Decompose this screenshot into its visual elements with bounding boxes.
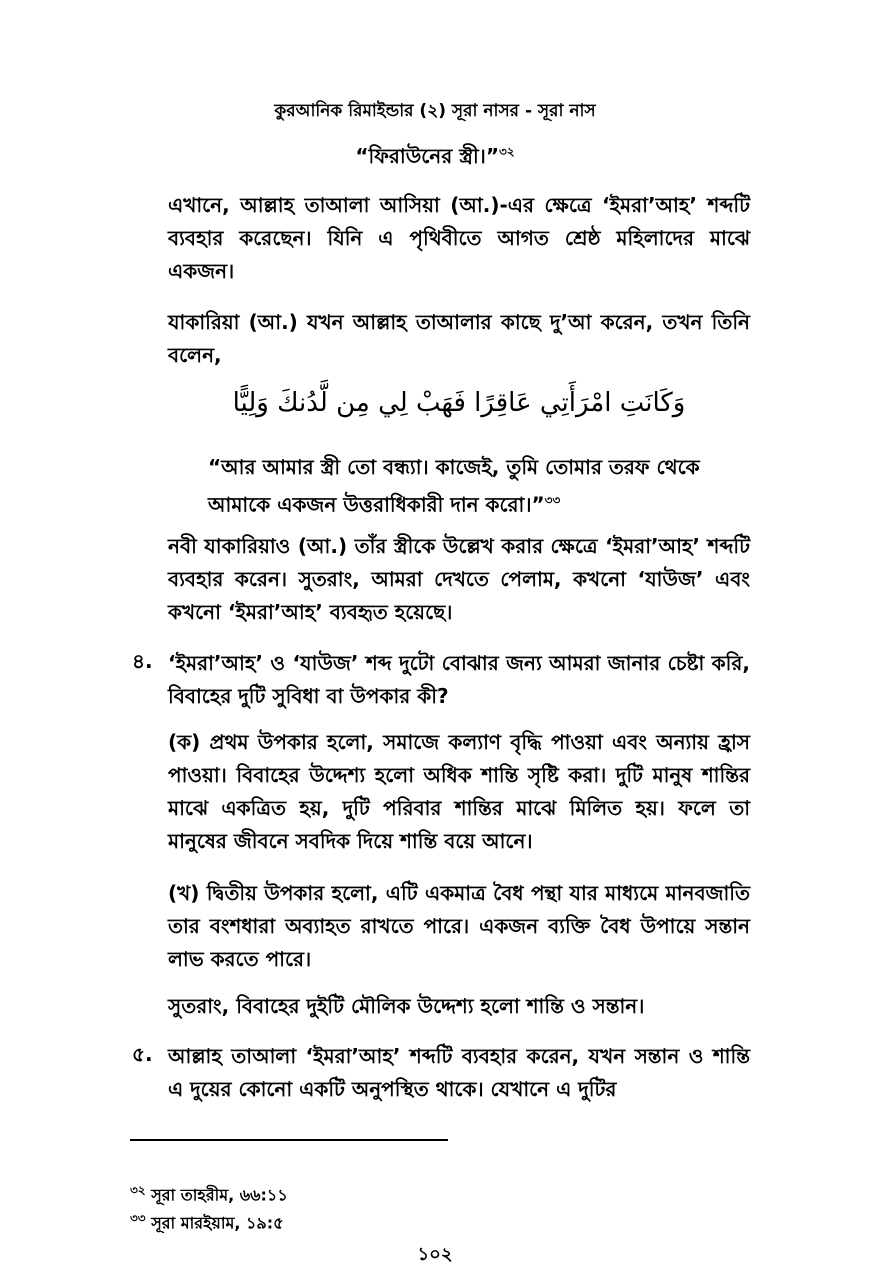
paragraph-1: এখানে, আল্লাহ তাআলা আসিয়া (আ.)-এর ক্ষেত্রে ‘ইমরা’আহ’ শব্দটি ব্যবহার করেছেন। যিনি এ পৃথিবীতে আগত শ্রেষ্ঠ মহিলাদের মাঝে একজন।: [168, 193, 750, 283]
verse-translation: [208, 451, 750, 522]
footnote-33-ref: ৩৩: [130, 1211, 146, 1225]
item-4-text: ‘ইমরা’আহ’ ও ‘যাউজ’ শব্দ দুটো বোঝার জন্য আমরা জানার চেষ্টা করি, বিবাহের দুটি সুবিধা বা উপকার কী?: [168, 651, 750, 708]
footnote-32: [130, 1182, 288, 1209]
quote-line: [0, 142, 870, 175]
paragraph-3: নবী যাকারিয়াও (আ.) তাঁর স্ত্রীকে উল্লেখ করার ক্ষেত্রে ‘ইমরা’আহ’ শব্দটি ব্যবহার করেন। সুতরাং, আমরা দেখতে পেলাম, কখনো ‘যাউজ’ এবং কখনো ‘ইমরা’আহ’ ব্যবহৃত হয়েছে।: [168, 534, 750, 624]
footnote-ref-32: ৩২: [498, 144, 515, 159]
item-4-number: ৪.: [132, 649, 153, 673]
verse-translation-text: “আর আমার স্ত্রী তো বন্ধ্যা। কাজেই, তুমি তোমার তরফ থেকে আমাকে একজন উত্তরাধিকারী দান করো।”: [208, 455, 700, 517]
footnote-33: [130, 1210, 284, 1237]
sub-point-kha: (খ) দ্বিতীয় উপকার হলো, এটি একমাত্র বৈধ পন্থা যার মাধ্যমে মানবজাতি তার বংশধারা অব্যাহত রাখতে পারে। একজন ব্যক্তি বৈধ উপায়ে সন্তান লাভ করতে পারে।: [168, 881, 750, 971]
footnote-33-text: সূরা মারইয়াম, ১৯:৫: [151, 1213, 284, 1233]
footnote-32-text: সূরা তাহরীম, ৬৬:১১: [151, 1185, 288, 1205]
summary-line: সুতরাং, বিবাহের দুইটি মৌলিক উদ্দেশ্য হলো শান্তি ও সন্তান।: [168, 994, 645, 1018]
running-head: কুরআনিক রিমাইন্ডার (২) সূরা নাসর - সূরা নাস: [274, 101, 596, 121]
item-5-text: আল্লাহ তাআলা ‘ইমরা’আহ’ শব্দটি ব্যবহার করেন, যখন সন্তান ও শান্তি এ দুয়ের কোনো একটি অনুপস্থিত থাকে। যেখানে এ দুটির: [168, 1044, 750, 1101]
sub-point-ka: (ক) প্রথম উপকার হলো, সমাজে কল্যাণ বৃদ্ধি পাওয়া এবং অন্যায় হ্রাস পাওয়া। বিবাহের উদ্দেশ্য হলো অধিক শান্তি সৃষ্টি করা। দুটি মানুষ শান্তির মাঝে একত্রিত হয়, দুটি পরিবার শান্তির মাঝে মিলিত হয়। ফলে তা মানুষের জীবনে সবদিক দিয়ে শান্তি বয়ে আনে।: [168, 730, 750, 853]
paragraph-2: যাকারিয়া (আ.) যখন আল্লাহ তাআলার কাছে দু’আ করেন, তখন তিনি বলেন,: [168, 310, 750, 367]
arabic-verse: وَكَانَتِ امْرَأَتِي عَاقِرًا فَهَبْ لِي مِن لَّدُنكَ وَلِيًّا: [232, 388, 686, 418]
item-5-number: ৫.: [132, 1042, 153, 1066]
footnote-divider: [130, 1139, 448, 1141]
footnote-ref-33: ৩৩: [544, 493, 561, 507]
page-number: ১০২: [417, 1244, 453, 1265]
footnote-32-ref: ৩২: [130, 1183, 146, 1197]
quote-line-text: “ফিরাউনের স্ত্রী।”: [355, 144, 499, 168]
